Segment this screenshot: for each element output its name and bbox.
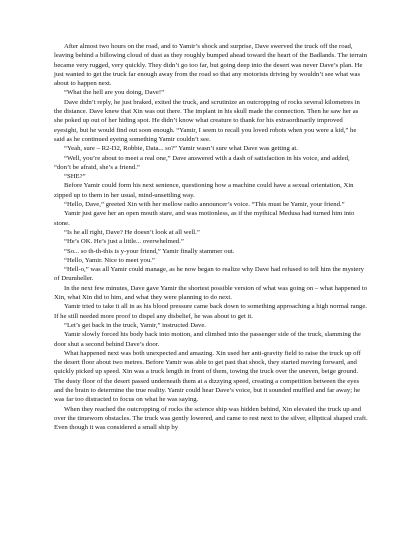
paragraph: Yamir just gave her an open mouth stare, and was motionless, as if the mythical Medusa had turned him into stone. <box>54 210 355 227</box>
paragraph: Yamir tried to take it all in as his blood pressure came back down to something approaching a high normal range. If he still needed more proof to dispel any disbelief, he was about to get it. <box>54 303 367 320</box>
paragraph: “Let’s get back in the truck, Yamir,” instructed Dave. <box>64 321 206 329</box>
paragraph: “Hello, Yamir. Nice to meet you.” <box>64 256 155 264</box>
paragraph: “Hell-o,” was all Yamir could manage, as he now began to realize why Dave had refused to tell him the mystery of Drumheller. <box>54 266 364 283</box>
paragraph: After almost two hours on the road, and to Yamir’s shock and surprise, Dave swerved the truck off the road, leaving behind a billowing cloud of dust as they roughly bumped ahead toward the heart of the Badlands. The terrain became very rugged, very quickly. They didn’t go too far, but going deep into the desert was never Dave’s plan. He just wanted to get the truck far enough away from the road so that any motorists driving by wouldn’t see what was about to happen next. <box>54 43 367 88</box>
paragraph: What happened next was both unexpected and amazing. Xin used her anti-gravity field to raise the truck up off the desert floor about two metres. Before Yamir was able to get past that shock, they started moving forward, and quickly picked up speed. Xin was a truck length in front of them, towing the truck over the uneven, beige ground. The dusty floor of the desert passed underneath them at a dizzying speed, creating a competition between the eyes and the brain to determine the true reality. Yamir could hear Dave’s voice, but it sounded muffled and far away; he was far too distracted to focus on what he was saying. <box>54 349 361 404</box>
paragraph: When they reached the outcropping of rocks the science ship was hidden behind, Xin elevated the truck up and over the timeworn obstacles. The truck was gently lowered, and came to rest next to the silver, elliptical shaped craft. Even though it was considered a small ship by <box>54 405 368 432</box>
paragraph: “Well, you’re about to meet a real one,” Dave answered with a dash of satisfaction in his voice, and added, “don’t be afraid, she’s a friend.” <box>54 154 350 171</box>
body-text <box>54 42 368 432</box>
paragraph: “SHE?” <box>64 173 86 181</box>
paragraph: “He’s OK. He’s just a little... overwhelmed.” <box>64 238 184 246</box>
paragraph: Yamir slowly forced his body back into motion, and climbed into the passenger side of the truck, slamming the door shut a second behind Dave’s door. <box>54 331 361 348</box>
paragraph: Before Yamir could form his next sentence, questioning how a machine could have a sexual orientation, Xin zipped up to them in her usual, mind-unsettling way. <box>54 182 354 199</box>
paragraph: In the next few minutes, Dave gave Yamir the shortest possible version of what was going on – what happened to Xin, what Xin did to him, and what they were planning to do next. <box>54 284 368 302</box>
paragraph: “What the hell are you doing, Dave!” <box>64 89 165 97</box>
paragraph: “Hello, Dave,” greeted Xin with her mellow radio announcer’s voice. “This must be Yamir, your friend.” <box>64 201 345 209</box>
paragraph: “So... so th-th-this is y-your friend,” Yamir finally stammer out. <box>64 247 235 255</box>
paragraph: “Yeah, sure – R2-D2, Robbie, Data... so?” Yamir wasn’t sure what Dave was getting at. <box>64 145 298 153</box>
paragraph: “Is he all right, Dave? He doesn’t look at all well.” <box>64 228 200 236</box>
paragraph: Dave didn’t reply, he just braked, exited the truck, and scrutinize an outcropping of rocks several kilometres in the distance. Dave knew that Xin was out there. The implant in his skull made the connection. Then he saw her as she poked up out of her hiding spot. He didn’t know what creature to thank for his extraordinarily improved eyesight, but he would find out soon enough. “Yamir, I seem to recall you loved robots when you were a kid,” he said as he continued eyeing something Yamir couldn’t see. <box>54 98 360 143</box>
